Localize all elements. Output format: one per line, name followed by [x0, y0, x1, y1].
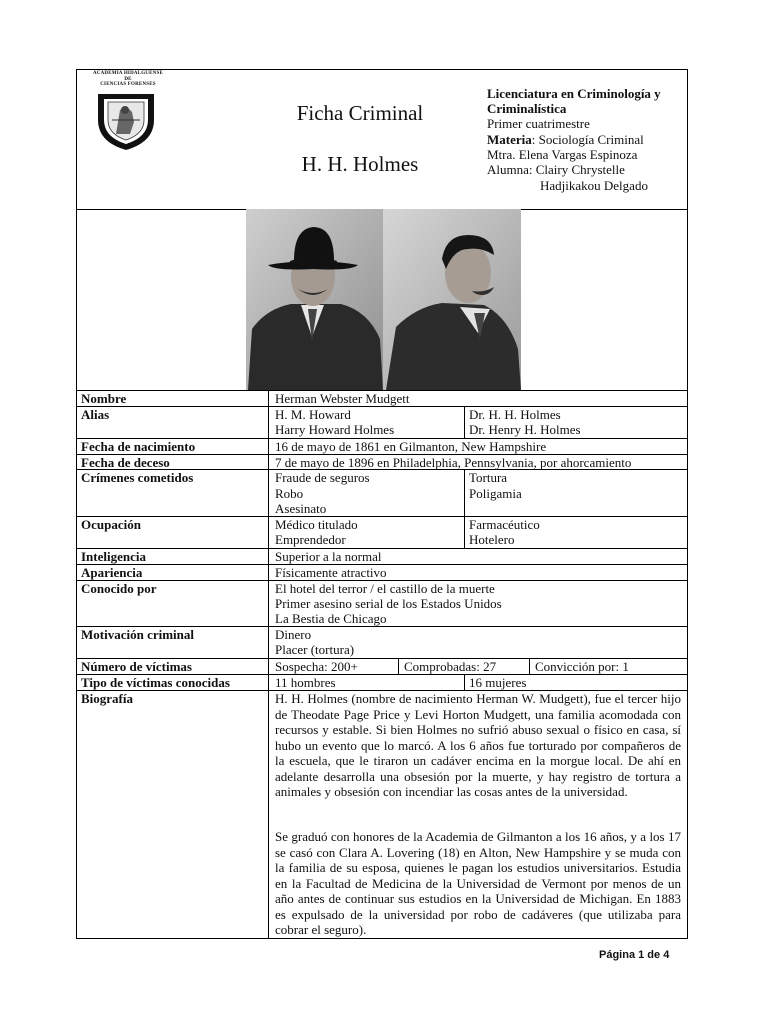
term: Primer cuatrimestre	[487, 116, 590, 131]
label-nacimiento: Fecha de nacimiento	[81, 439, 196, 454]
program-line-2: Criminalística	[487, 101, 567, 116]
materia-value: : Sociología Criminal	[531, 132, 644, 147]
student-line-1: Alumna: Clairy Chrystelle	[487, 162, 625, 177]
label-conocido: Conocido por	[81, 581, 157, 596]
alias-item: Dr. Henry H. Holmes	[469, 422, 581, 437]
label-tipo: Tipo de víctimas conocidas	[81, 675, 230, 690]
program-line-1: Licenciatura en Criminología y	[487, 86, 661, 101]
logo-caption: ACADEMIA HIDALGUENSE DE CIENCIAS FORENSES	[93, 71, 163, 87]
victims-column-divider	[529, 658, 530, 674]
label-motivacion: Motivación criminal	[81, 627, 195, 642]
label-alias: Alias	[81, 407, 110, 422]
crime-item: Poligamia	[469, 486, 522, 501]
value-deceso: 7 de mayo de 1896 en Philadelphia, Pennsylvania, por ahorcamiento	[275, 455, 632, 470]
label-inteligencia: Inteligencia	[81, 549, 146, 564]
victims-women: 16 mujeres	[469, 675, 527, 690]
label-ocupacion: Ocupación	[81, 517, 141, 532]
criminal-record-sheet	[76, 69, 688, 939]
row-divider	[76, 516, 688, 517]
known-for-item: El hotel del terror / el castillo de la muerte	[275, 581, 495, 596]
value-apariencia: Físicamente atractivo	[275, 565, 387, 580]
subject-name-title: H. H. Holmes	[301, 152, 419, 176]
alias-item: Dr. H. H. Holmes	[469, 407, 561, 422]
victims-conviction: Convicción por: 1	[535, 659, 629, 674]
crime-item: Robo	[275, 486, 304, 501]
header-divider	[520, 209, 688, 210]
motivation-item: Placer (tortura)	[275, 642, 355, 657]
page-number: Página 1 de 4	[599, 949, 670, 961]
alias-column-divider	[464, 406, 465, 438]
student-line-2: Hadjikakou Delgado	[540, 178, 648, 193]
label-deceso: Fecha de deceso	[81, 455, 170, 470]
value-nombre: Herman Webster Mudgett	[275, 391, 410, 406]
victims-column-divider	[398, 658, 399, 674]
label-column-divider	[268, 390, 269, 939]
materia-line	[487, 132, 644, 148]
row-divider	[76, 548, 688, 549]
occupation-item: Emprendedor	[275, 532, 346, 547]
materia-label: Materia	[487, 132, 532, 147]
biography-paragraph-2: Se graduó con honores de la Academia de Gilmanton a los 16 años, y a los 17 se casó con Clara A. Lovering (18) en Alton, New Hampshire y se muda con la familia de su esposa, quienes le pagan los estudios universitarios. Estudia en la Facultad de Medicina de la Universidad de Vermont por menos de un año antes de continuar sus estudios en la Universidad de Michigan. En 1883 es expulsado de la universidad por robo de cadáveres (que utilizaba para cobrar el seguro).	[275, 829, 681, 937]
victim-type-column-divider	[464, 674, 465, 690]
teacher: Mtra. Elena Vargas Espinoza	[487, 147, 638, 162]
motivation-item: Dinero	[275, 627, 312, 642]
known-for-item: Primer asesino serial de los Estados Unidos	[275, 596, 502, 611]
value-nacimiento: 16 de mayo de 1861 en Gilmanton, New Hampshire	[275, 439, 547, 454]
label-apariencia: Apariencia	[81, 565, 143, 580]
victims-confirmed: Comprobadas: 27	[404, 659, 497, 674]
crime-item: Fraude de seguros	[275, 470, 370, 485]
label-victimas: Número de víctimas	[81, 659, 192, 674]
document-title: Ficha Criminal	[296, 101, 424, 125]
label-nombre: Nombre	[81, 391, 127, 406]
crime-item: Tortura	[469, 470, 508, 485]
label-biografia: Biografía	[81, 691, 133, 706]
occupation-item: Hotelero	[469, 532, 515, 547]
crime-item: Asesinato	[275, 501, 327, 516]
value-inteligencia: Superior a la normal	[275, 549, 382, 564]
biography-paragraph-1: H. H. Holmes (nombre de nacimiento Herman W. Mudgett), fue el tercer hijo de Theodate Page Price y Levi Horton Mudgett, una familia acomodada con recursos y estable. Si bien Holmes no sufrió abuso sexual o físico en casa, sí hubo un evento que lo marcó. A los 6 años fue torturado por compañeros de la escuela, que le tiraron un cadáver encima en la morgue local. De ahí en adelante desarrolla una obsesión por la muerte, y hay registro de tortura a animales y obsesión con incendiar las cosas antes de la universidad.	[275, 691, 681, 799]
label-crimenes: Crímenes cometidos	[81, 470, 194, 485]
known-for-item: La Bestia de Chicago	[275, 611, 387, 626]
victims-suspected: Sospecha: 200+	[275, 659, 358, 674]
academy-shield-logo	[94, 90, 158, 152]
mugshot-photo	[246, 209, 521, 390]
alias-item: Harry Howard Holmes	[275, 422, 395, 437]
alias-item: H. M. Howard	[275, 407, 351, 422]
occupation-item: Farmacéutico	[469, 517, 540, 532]
occupation-item: Médico titulado	[275, 517, 358, 532]
header-divider	[76, 209, 246, 210]
victims-men: 11 hombres	[275, 675, 336, 690]
crimes-column-divider	[464, 469, 465, 548]
